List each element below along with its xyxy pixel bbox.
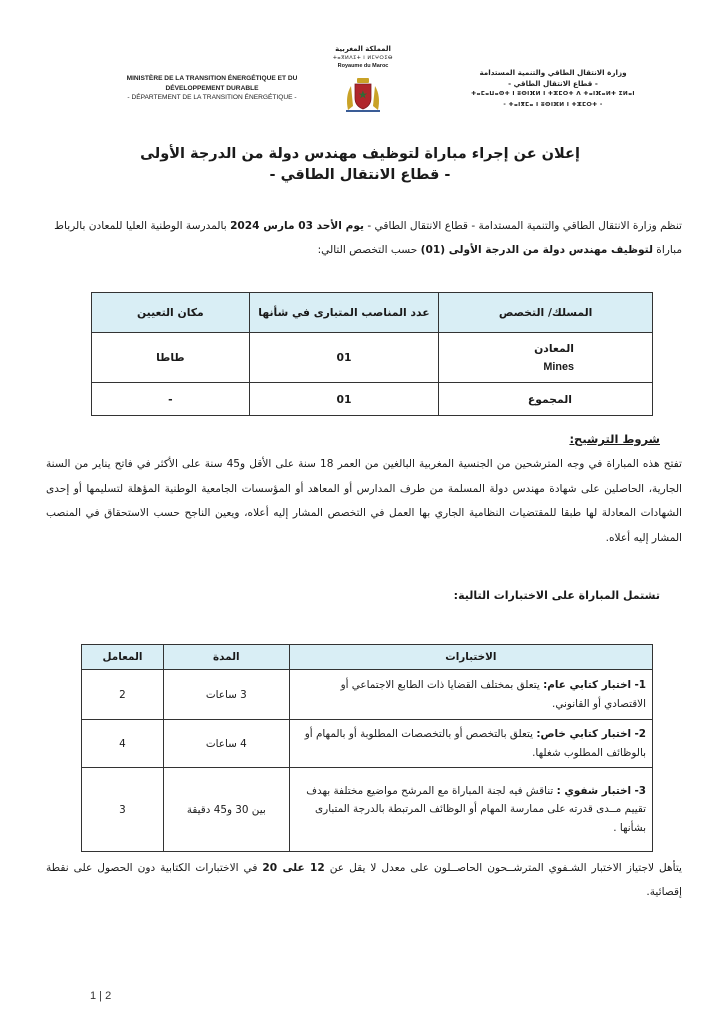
total-place: - — [92, 383, 250, 416]
specialty-cell — [439, 333, 653, 383]
table-row — [82, 720, 653, 768]
test-duration: بين 30 و45 دقيقة — [163, 768, 289, 852]
test-name: اختبار كتابي خاص: — [536, 728, 632, 740]
specialty-ar: المعادن — [534, 341, 574, 355]
note-threshold: 12 على 20 — [262, 862, 325, 874]
intro-text-3: حسب التخصص التالي: — [317, 244, 421, 256]
coat-of-arms-icon — [342, 76, 384, 114]
test-desc: يتعلق بالتخصص أو بالتخصصات المطلوبة أو بالمهام أو بالوظائف المطلوب شغلها. — [304, 728, 646, 759]
table-total-row — [92, 383, 653, 416]
test-duration: 4 ساعات — [163, 720, 289, 768]
conditions-heading: شروط الترشيح: — [569, 432, 660, 446]
ministry-name-ar: وزارة الانتقال الطاقي والتنمية المستدامة — [479, 68, 627, 77]
department-name-ar: - قطاع الانتقال الطاقي - — [508, 78, 598, 88]
intro-date: يوم الأحد 03 مارس 2024 — [230, 220, 364, 232]
test-coefficient: 4 — [82, 720, 164, 768]
header-left-ministry — [92, 74, 332, 103]
intro-paragraph — [46, 214, 682, 262]
total-label: المجموع — [439, 383, 653, 416]
tests-heading: تشتمل المباراة على الاختبارات التالية: — [453, 589, 660, 602]
department-name-fr: - DÉPARTEMENT DE LA TRANSITION ÉNERGÉTIQUE - — [127, 94, 297, 102]
conditions-text: تفتح هذه المباراة في وجه المترشحين من الجنسية المغربية البالغين من العمر 18 سنة على الأقل و45 سنة على الأكثر في فاتح يناير من السنة الجارية، الحاصلين على شهادة مهندس دولة المسلمة من طرف المدارس أو المعاهد أو المؤسسات الجامعية الوطنية المؤهلة لتسليمها أو إحدى الشهادات المعادلة لها طبقا للمقتضيات النظامية الجاري بها العمل في التخصص المشار إليه أعلاه، ويعين الناجح حسب الاستحقاق في المنصب المشار إليه أعلاه. — [46, 458, 682, 544]
positions-table — [91, 292, 653, 416]
header-right-ministry — [424, 68, 682, 110]
table-header-duration: المدة — [163, 645, 289, 670]
test-index: 3- — [634, 784, 646, 797]
test-description — [289, 720, 652, 768]
table-header-coefficient: المعامل — [82, 645, 164, 670]
note-text-2: في الاختبارات الكتابية دون الحصول على نقطة إقصائية. — [46, 862, 682, 898]
kingdom-name-ar: المملكة المغربية — [335, 45, 391, 53]
kingdom-name-tifinagh: ⵜⴰⴳⵍⴷⵉⵜ ⵏ ⵍⵎⵖⵔⵉⴱ — [333, 55, 393, 61]
ministry-name-fr-line2: DÉVELOPPEMENT DURABLE — [165, 84, 259, 92]
kingdom-name-fr: Royaume du Maroc — [337, 63, 389, 69]
title-line2: - قطاع الانتقال الطاقي - — [269, 167, 451, 183]
test-description — [289, 670, 652, 720]
intro-position: لتوظيف مهندس دولة من الدرجة الأولى (01) — [420, 244, 653, 256]
ministry-name-fr-line1: MINISTÈRE DE LA TRANSITION ÉNERGÉTIQUE ET DU — [126, 75, 298, 82]
table-row — [82, 768, 653, 852]
total-count: 01 — [249, 383, 439, 416]
test-name: اختبار كتابي عام: — [543, 679, 632, 691]
table-row — [92, 333, 653, 383]
positions-count: 01 — [249, 333, 439, 383]
table-header-tests: الاختبارات — [289, 645, 652, 670]
assignment-place: طاطا — [92, 333, 250, 383]
test-duration: 3 ساعات — [163, 670, 289, 720]
test-index: 2- — [634, 728, 646, 740]
test-desc: تناقش فيه لجنة المباراة مع المرشح مواضيع مختلفة بهدف تقييم مــدى قدرته على ممارسة المهام أو الوظائف المرتبطة بالدرجة المتبارى بشأنها . — [306, 784, 646, 834]
test-name: اختبار شفوي : — [556, 784, 632, 797]
table-row — [82, 670, 653, 720]
page-number: 1 | 2 — [90, 990, 112, 1002]
note-text-1: يتأهل لاجتياز الاختبار الشـفوي المترشــحون الحاصــلون على معدل لا يقل عن — [324, 862, 682, 874]
tests-table — [81, 644, 653, 852]
test-description — [289, 768, 652, 852]
intro-text-2: بالمدرسة الوطنية العليا للمعادن بالرباط مباراة — [54, 220, 682, 256]
qualification-note — [46, 856, 682, 904]
specialty-fr: Mines — [543, 360, 574, 373]
ministry-name-tifinagh: ⵜⴰⵎⴰⵡⴰⵙⵜ ⵏ ⵓⵙⵏⴼⵍ ⵏ ⵜⵣⵎⵔⵜ ⴷ ⵜⴰⵏⴼⴰⵍⵜ ⵉⵍⴰⵏ — [471, 91, 635, 97]
announcement-title — [60, 144, 660, 186]
intro-text-1: تنظم وزارة الانتقال الطاقي والتنمية المستدامة - قطاع الانتقال الطاقي - — [364, 220, 682, 232]
table-header-count: عدد المناصب المتبارى في شأنها — [249, 293, 439, 333]
test-coefficient: 2 — [82, 670, 164, 720]
department-name-tifinagh: - ⵜⴰⵏⴳⵎⴰ ⵏ ⵓⵙⵏⴼⵍ ⵏ ⵜⵣⵎⵔⵜ - — [503, 101, 603, 108]
test-desc: يتعلق بمختلف القضايا ذات الطابع الاجتماعي أو الاقتصادي أو القانوني. — [340, 679, 646, 710]
title-line1: إعلان عن إجراء مباراة لتوظيف مهندس دولة من الدرجة الأولى — [140, 146, 580, 162]
table-header-specialty: المسلك/ التخصص — [439, 293, 653, 333]
test-index: 1- — [634, 679, 646, 691]
test-coefficient: 3 — [82, 768, 164, 852]
header-center-kingdom — [318, 44, 408, 70]
table-header-place: مكان التعيين — [92, 293, 250, 333]
